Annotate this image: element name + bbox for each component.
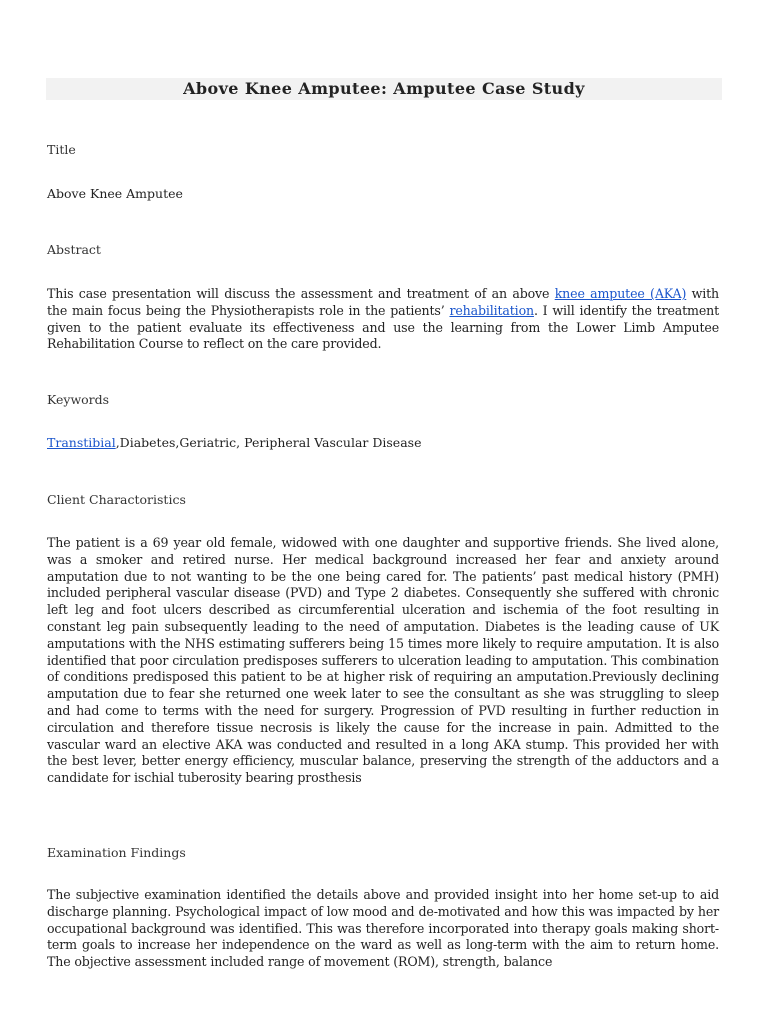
- abstract-text-part2: with the main focus being the Physiotherapists role in the patients’: [47, 286, 719, 318]
- examination-paragraph: The subjective examination identified the details above and provided insight into her home set-up to aid discharge planning. Psychological impact of low mood and de-motivated and how this was impacted by her occupational background was identified. This was therefore incorporated into therapy goals making short-term goals to increase her independence on the ward as well as long-term with the aim to return home. The objective assessment included range of movement (ROM), strength, balance: [47, 887, 719, 970]
- abstract-paragraph: [47, 286, 719, 353]
- section-heading-abstract: Abstract: [47, 242, 101, 257]
- section-heading-examination: Examination Findings: [47, 845, 186, 860]
- rehabilitation-link[interactable]: rehabilitation: [449, 302, 534, 318]
- section-heading-title: Title: [47, 142, 76, 157]
- section-heading-client: Client Charactoristics: [47, 492, 186, 507]
- title-value: Above Knee Amputee: [47, 186, 183, 201]
- document-title: Above Knee Amputee: Amputee Case Study: [183, 79, 585, 98]
- abstract-text-part1: This case presentation will discuss the assessment and treatment of an above: [47, 286, 555, 301]
- abstract-text-part3: . I will identify the treatment given to the patient evaluate its effectiveness and use the learning from the Lower Limb Amputee Rehabilitation Course to reflect on the care provided.: [47, 302, 719, 352]
- keywords-line: [47, 435, 719, 452]
- client-paragraph: The patient is a 69 year old female, widowed with one daughter and supportive friends. She lived alone, was a smoker and retired nurse. Her medical background increased her fear and anxiety around amputation due to not wanting to be the one being cared for. The patients’ past medical history (PMH) included peripheral vascular disease (PVD) and Type 2 diabetes. Consequently she suffered with chronic left leg and foot ulcers described as circumferential ulceration and ischemia of the foot resulting in constant leg pain subsequently leading to the need of amputation. Diabetes is the leading cause of UK amputations with the NHS estimating sufferers being 15 times more likely to require amputation. It is also identified that poor circulation predisposes sufferers to ulceration leading to amputation. This combination of conditions predisposed this patient to be at higher risk of requiring an amputation.Previously declining amputation due to fear she returned one week later to see the consultant as she was struggling to sleep and had come to terms with the need for surgery. Progression of PVD resulting in further reduction in circulation and therefore tissue necrosis is likely the cause for the increase in pain. Admitted to the vascular ward an elective AKA was conducted and resulted in a long AKA stump. This provided her with the best lever, better energy efficiency, muscular balance, preserving the strength of the adductors and a candidate for ischial tuberosity bearing prosthesis: [47, 535, 719, 786]
- document-title-bar: [46, 78, 722, 100]
- transtibial-link[interactable]: Transtibial: [47, 435, 116, 450]
- section-heading-keywords: Keywords: [47, 392, 110, 407]
- keywords-rest: ,Diabetes,Geriatric, Peripheral Vascular Disease: [115, 435, 422, 450]
- knee-amputee-link[interactable]: knee amputee (AKA): [554, 286, 687, 301]
